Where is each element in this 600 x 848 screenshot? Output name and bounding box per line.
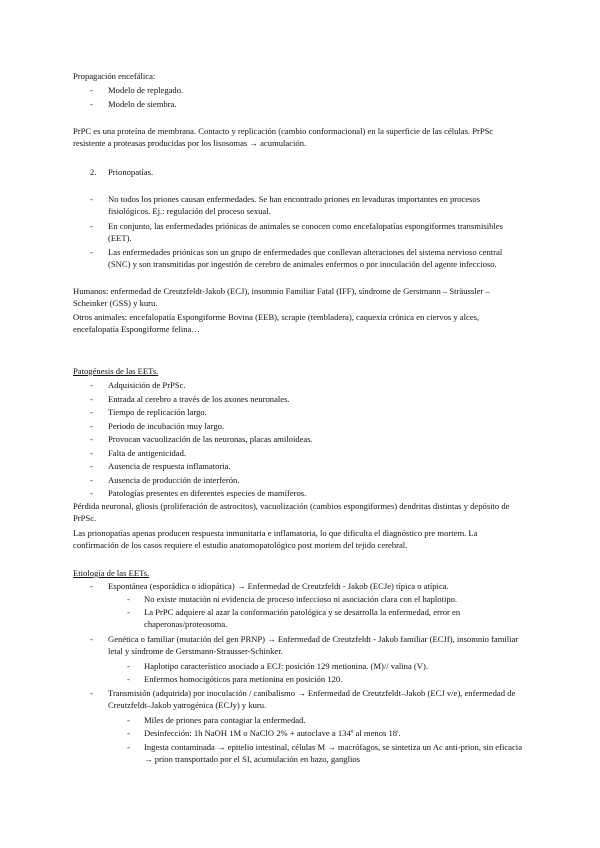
sublist-item: Haplotipo característico asociado a ECJ: posición 129 metionina. (M)// valina (V). bbox=[144, 661, 428, 671]
sublist-dash: - bbox=[127, 594, 130, 604]
list-dash: - bbox=[90, 488, 93, 498]
section-title-propagacion: Propagación encefálica: bbox=[73, 71, 156, 81]
sublist-item: La PrPC adquiere al azar la conformación patológica y se desarrolla la enfermedad, error en chaperonas/proteosoma. bbox=[144, 607, 461, 629]
list-item: Genética o familiar (mutación del gen PRNP) → Enfermedad de Creutzfeldt - Jakob familiar (ECJf), insomnio familiar letal y síndrome de Gerstmann-Strausser-Schinker. bbox=[108, 634, 519, 656]
list-item: Tiempo de replicación largo. bbox=[108, 407, 207, 417]
sublist-item: No existe mutación ni evidencia de proceso infeccioso ni asociación clara con el haplotipo. bbox=[144, 594, 458, 604]
list-dash: - bbox=[90, 634, 93, 644]
paragraph-humanos: Humanos: enfermedad de Creutzfeldt-Jakob (ECJ), insomnio Familiar Fatal (IFF), síndrome de Gerstmann – Sträussler – Scheinker (GSS) y kuru. bbox=[73, 286, 490, 308]
list-dash: - bbox=[90, 247, 93, 257]
list-dash: - bbox=[90, 221, 93, 231]
list-item: Ausencia de producción de interferón. bbox=[108, 475, 240, 485]
sublist-dash: - bbox=[127, 607, 130, 617]
list-dash: - bbox=[90, 394, 93, 404]
list-item: Patologías presentes en diferentes especies de mamíferos. bbox=[108, 488, 307, 498]
list-item: Modelo de replegado. bbox=[108, 85, 184, 95]
list-item: Modelo de siembra. bbox=[108, 99, 177, 109]
list-dash: - bbox=[90, 194, 93, 204]
list-item: En conjunto, las enfermedades priónicas de animales se conocen como encefalopatías espongiformes transmisibles (EET). bbox=[108, 221, 503, 243]
list-dash: - bbox=[90, 461, 93, 471]
sublist-dash: - bbox=[127, 728, 130, 738]
list-dash: - bbox=[90, 85, 93, 95]
sublist-dash: - bbox=[127, 674, 130, 684]
section-title-patogenesis: Patogénesis de las EETs. bbox=[73, 366, 159, 376]
sublist-item: Miles de priones para contagiar la enfermedad. bbox=[144, 715, 306, 725]
list-item: Transmisión (adquirida) por inoculación / canibalismo → Enfermedad de Creutzfeldt–Jakob (ECJ v/e), enfermedad de Creutzfeldt–Jakob yatrogénica (ECJy) y kuru. bbox=[108, 688, 516, 710]
sublist-item: Enfermos homocigóticos para metionina en posición 120. bbox=[144, 674, 343, 684]
list-item: Espontánea (esporádica o idiopática) → Enfermedad de Creutzfeldt - Jakob (ECJe) típica o atípica. bbox=[108, 581, 449, 591]
list-dash: - bbox=[90, 99, 93, 109]
sublist-item: Desinfección: 1h NaOH 1M o NaClO 2% + autoclave a 134º al menos 18'. bbox=[144, 728, 401, 738]
list-dash: - bbox=[90, 407, 93, 417]
section-number: 2. bbox=[90, 167, 97, 177]
list-item: Adquisición de PrPSc. bbox=[108, 380, 186, 390]
list-dash: - bbox=[90, 448, 93, 458]
section-title-prionopatias: Prionopatías. bbox=[108, 167, 154, 177]
list-item: Periodo de incubación muy largo. bbox=[108, 421, 225, 431]
list-item: Las enfermedades priónicas son un grupo de enfermedades que conllevan alteraciones del sistema nervioso central (SNC) y son transmitidas por ingestión de cerebro de animales enfermos o por inoculación del agente infeccioso. bbox=[108, 247, 503, 269]
list-dash: - bbox=[90, 688, 93, 698]
sublist-dash: - bbox=[127, 742, 130, 752]
paragraph-perdida-neuronal: Pérdida neuronal, gliosis (proliferación de astrocitos), vacuolización (cambios espongiformes) dendritas distintas y depósito de PrPSc. bbox=[73, 501, 510, 523]
paragraph-prpc: PrPC es una proteína de membrana. Contacto y replicación (cambio conformacional) en la superficie de las células. PrPSc resistente a proteasas producidas por los lisosomas → acumulación. bbox=[73, 126, 494, 148]
list-dash: - bbox=[90, 434, 93, 444]
list-dash: - bbox=[90, 421, 93, 431]
list-item: Entrada al cerebro a través de los axones neuronales. bbox=[108, 394, 290, 404]
list-item: Falta de antigenicidad. bbox=[108, 448, 187, 458]
list-item: Provocan vacuolización de las neuronas, placas amiloideas. bbox=[108, 434, 313, 444]
sublist-dash: - bbox=[127, 715, 130, 725]
list-dash: - bbox=[90, 380, 93, 390]
sublist-dash: - bbox=[127, 661, 130, 671]
section-title-etiologia: Etiología de las EETs. bbox=[73, 568, 150, 578]
list-dash: - bbox=[90, 475, 93, 485]
list-item: Ausencia de respuesta inflamatoria. bbox=[108, 461, 231, 471]
list-dash: - bbox=[90, 581, 93, 591]
list-item: No todos los priones causan enfermedades. Se han encontrado priones en levaduras importantes en procesos fisiológicos. Ej.: regulación del proceso sexual. bbox=[108, 194, 481, 216]
paragraph-prionopatias-diagnostico: Las prionopatías apenas producen respuesta inmunitaria e inflamatoria, lo que dificulta el diagnóstico pre mortem. La confirmación de los casos requiere el estudio anatomopatológico post mortem del tejido cerebral. bbox=[73, 528, 478, 550]
sublist-item: Ingesta contaminada → epitelio intestinal, células M → macrófagos, se sintetiza un Ac anti-prion, sin eficacia → prion transportado por el SI, acumulación en bazo, ganglios bbox=[144, 742, 523, 764]
paragraph-otros-animales: Otros animales: encefalopatía Espongiforme Bovina (EEB), scrapie (tembladera), caquexia crónica en ciervos y alces, encefalopatía Espongiforme felina… bbox=[73, 312, 480, 334]
